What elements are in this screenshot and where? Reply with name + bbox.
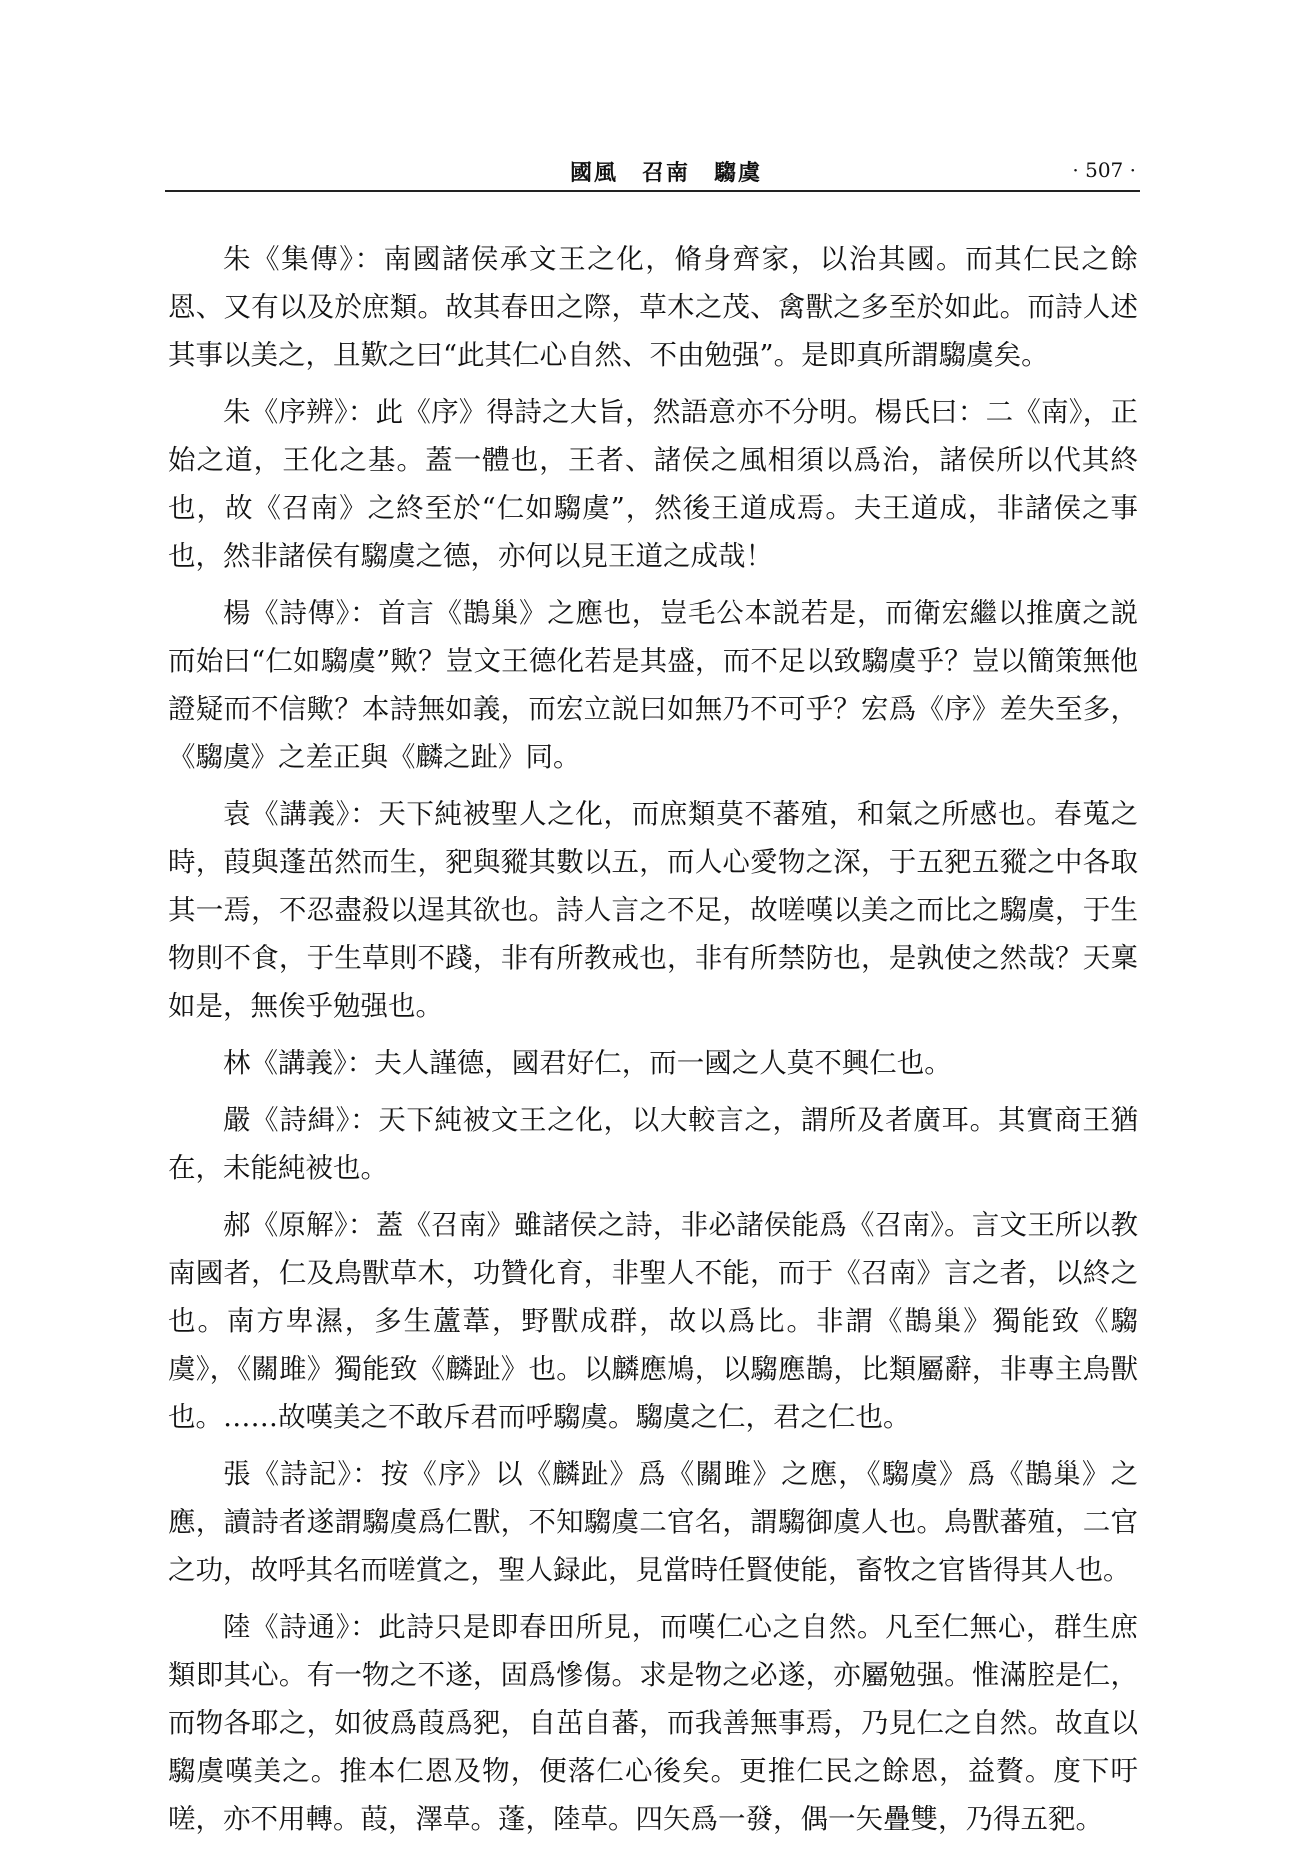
paragraph-zhu-jizhuan: 朱《集傳》：南國諸侯承文王之化，脩身齊家，以治其國。而其仁民之餘恩、又有以及於庶類。故其春田之際，草木之茂、禽獸之多至於如此。而詩人述其事以美之，且歎之曰“此其仁心自然、不由勉强”。是即真所謂騶虞矣。 [168, 243, 1138, 371]
page-header [165, 152, 1140, 200]
body-text [168, 235, 1138, 1852]
header-rule [165, 190, 1140, 192]
paragraph-hao-yuanjie: 郝《原解》：蓋《召南》雖諸侯之詩，非必諸侯能爲《召南》。言文王所以教南國者，仁及鳥獸草木，功贊化育，非聖人不能，而于《召南》言之者，以終之也。南方卑濕，多生蘆葦，野獸成群，故以爲比。非謂《鵲巢》獨能致《騶虞》，《關雎》獨能致《麟趾》也。以麟應鳩，以騶應鵲，比類屬辭，非專主鳥獸也。……故嘆美之不敢斥君而呼騶虞。騶虞之仁，君之仁也。 [168, 1209, 1138, 1433]
running-title: 國風 召南 騶虞 [570, 160, 763, 186]
paragraph-yang-shizhuan: 楊《詩傳》：首言《鵲巢》之應也，豈毛公本説若是，而衛宏繼以推廣之説而始曰“仁如騶虞”歟？豈文王德化若是其盛，而不足以致騶虞乎？豈以簡策無他證疑而不信歟？本詩無如義，而宏立説曰如無乃不可乎？宏爲《序》差失至多，《騶虞》之差正與《麟之趾》同。 [168, 597, 1138, 773]
paragraph-zhang-shiji: 張《詩記》：按《序》以《麟趾》爲《關雎》之應，《騶虞》爲《鵲巢》之應，讀詩者遂謂騶虞爲仁獸，不知騶虞二官名，謂騶御虞人也。鳥獸蕃殖，二官之功，故呼其名而嗟賞之，聖人録此，見當時任賢使能，畜牧之官皆得其人也。 [168, 1458, 1138, 1586]
paragraph-lin-jiangyi: 林《講義》：夫人謹德，國君好仁，而一國之人莫不興仁也。 [223, 1047, 952, 1079]
paragraph-yan-shiji: 嚴《詩緝》：天下純被文王之化，以大較言之，謂所及者廣耳。其實商王猶在，未能純被也。 [168, 1104, 1138, 1184]
paragraph-yuan-jiangyi: 袁《講義》：天下純被聖人之化，而庶類莫不蕃殖，和氣之所感也。春蒐之時，葭與蓬茁然而生，豝與豵其數以五，而人心愛物之深，于五豝五豵之中各取其一焉，不忍盡殺以逞其欲也。詩人言之不足，故嗟嘆以美之而比之騶虞，于生物則不食，于生草則不踐，非有所教戒也，非有所禁防也，是孰使之然哉？天稟如是，無俟乎勉强也。 [168, 798, 1138, 1022]
paragraph-zhu-xubian: 朱《序辨》：此《序》得詩之大旨，然語意亦不分明。楊氏曰：二《南》，正始之道，王化之基。蓋一體也，王者、諸侯之風相須以爲治，諸侯所以代其終也，故《召南》之終至於“仁如騶虞”，然後王道成焉。夫王道成，非諸侯之事也，然非諸侯有騶虞之德，亦何以見王道之成哉！ [168, 396, 1138, 572]
paragraph-lu-shitong: 陸《詩通》：此詩只是即春田所見，而嘆仁心之自然。凡至仁無心，群生庶類即其心。有一物之不遂，固爲慘傷。求是物之必遂，亦屬勉强。惟滿腔是仁，而物各耶之，如彼爲葭爲豝，自茁自蕃，而我善無事焉，乃見仁之自然。故直以騶虞嘆美之。推本仁恩及物，便落仁心後矣。更推仁民之餘恩，益贅。度下吁嗟，亦不用轉。葭，澤草。蓬，陸草。四矢爲一發，偶一矢疊雙，乃得五豝。 [168, 1611, 1138, 1835]
page-number: · 507 · [1072, 158, 1136, 182]
